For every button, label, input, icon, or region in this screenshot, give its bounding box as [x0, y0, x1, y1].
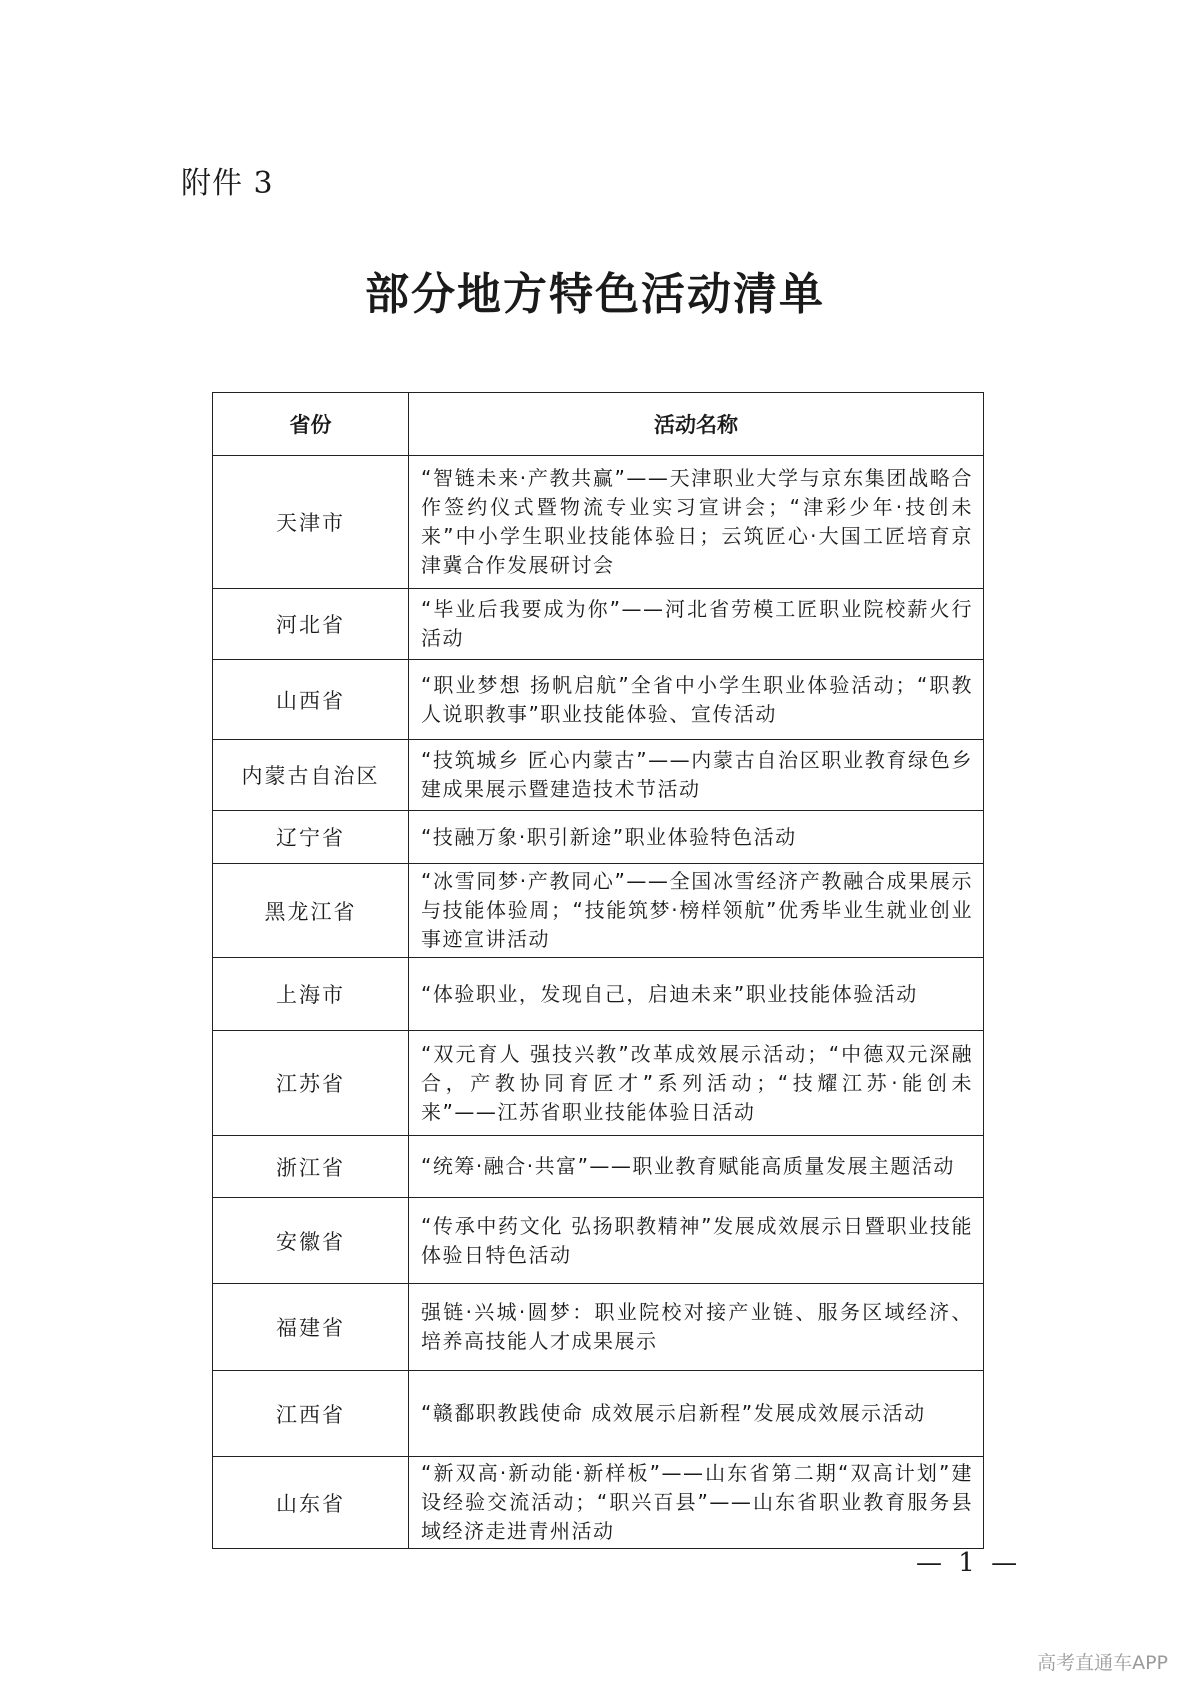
table-row: [213, 1371, 984, 1457]
watermark: 高考直通车APP: [1037, 1652, 1168, 1674]
province-cell: 浙江省: [213, 1136, 409, 1198]
province-cell: 福建省: [213, 1284, 409, 1371]
table-row: [213, 958, 984, 1031]
activity-table: [212, 392, 984, 1549]
document-title: 部分地方特色活动清单: [365, 269, 825, 320]
table-row: [213, 1198, 984, 1284]
province-cell: 河北省: [213, 589, 409, 660]
activity-cell: “智链未来·产教共赢”——天津职业大学与京东集团战略合作签约仪式暨物流专业实习宣讲会；“津彩少年·技创未来”中小学生职业技能体验日；云筑匠心·大国工匠培育京津冀合作发展研讨会: [409, 456, 984, 589]
table-row: [213, 589, 984, 660]
activity-cell: “技筑城乡 匠心内蒙古”——内蒙古自治区职业教育绿色乡建成果展示暨建造技术节活动: [409, 740, 984, 811]
table-row: [213, 1031, 984, 1136]
province-cell: 辽宁省: [213, 811, 409, 864]
activity-cell: “赣鄱职教践使命 成效展示启新程”发展成效展示活动: [409, 1371, 984, 1457]
province-cell: 黑龙江省: [213, 864, 409, 958]
activity-cell: “传承中药文化 弘扬职教精神”发展成效展示日暨职业技能体验日特色活动: [409, 1198, 984, 1284]
activity-cell: “毕业后我要成为你”——河北省劳模工匠职业院校薪火行活动: [409, 589, 984, 660]
province-cell: 上海市: [213, 958, 409, 1031]
activity-cell: “新双高·新动能·新样板”——山东省第二期“双高计划”建设经验交流活动；“职兴百县”——山东省职业教育服务县域经济走进青州活动: [409, 1457, 984, 1549]
table-row: [213, 1284, 984, 1371]
province-cell: 江西省: [213, 1371, 409, 1457]
table-row: [213, 660, 984, 740]
table-row: [213, 1457, 984, 1549]
province-cell: 天津市: [213, 456, 409, 589]
activity-cell: “冰雪同梦·产教同心”——全国冰雪经济产教融合成果展示与技能体验周；“技能筑梦·榜样领航”优秀毕业生就业创业事迹宣讲活动: [409, 864, 984, 958]
activity-cell: “双元育人 强技兴教”改革成效展示活动；“中德双元深融合，产教协同育匠才”系列活动；“技耀江苏·能创未来”——江苏省职业技能体验日活动: [409, 1031, 984, 1136]
table-row: [213, 864, 984, 958]
province-cell: 江苏省: [213, 1031, 409, 1136]
province-cell: 安徽省: [213, 1198, 409, 1284]
table-header-row: [213, 393, 984, 456]
table-row: [213, 1136, 984, 1198]
province-cell: 山东省: [213, 1457, 409, 1549]
activity-cell: “统筹·融合·共富”——职业教育赋能高质量发展主题活动: [409, 1136, 984, 1198]
table-row: [213, 456, 984, 589]
activity-cell: “职业梦想 扬帆启航”全省中小学生职业体验活动；“职教人说职教事”职业技能体验、宣传活动: [409, 660, 984, 740]
header-province: 省份: [213, 393, 409, 456]
table-row: [213, 740, 984, 811]
attachment-label: 附件 3: [181, 166, 274, 201]
activity-cell: 强链·兴城·圆梦：职业院校对接产业链、服务区域经济、培养高技能人才成果展示: [409, 1284, 984, 1371]
page-number: — 1 —: [916, 1548, 1022, 1578]
table-row: [213, 811, 984, 864]
activity-cell: “技融万象·职引新途”职业体验特色活动: [409, 811, 984, 864]
activity-cell: “体验职业，发现自己，启迪未来”职业技能体验活动: [409, 958, 984, 1031]
header-activity: 活动名称: [409, 393, 984, 456]
province-cell: 山西省: [213, 660, 409, 740]
province-cell: 内蒙古自治区: [213, 740, 409, 811]
